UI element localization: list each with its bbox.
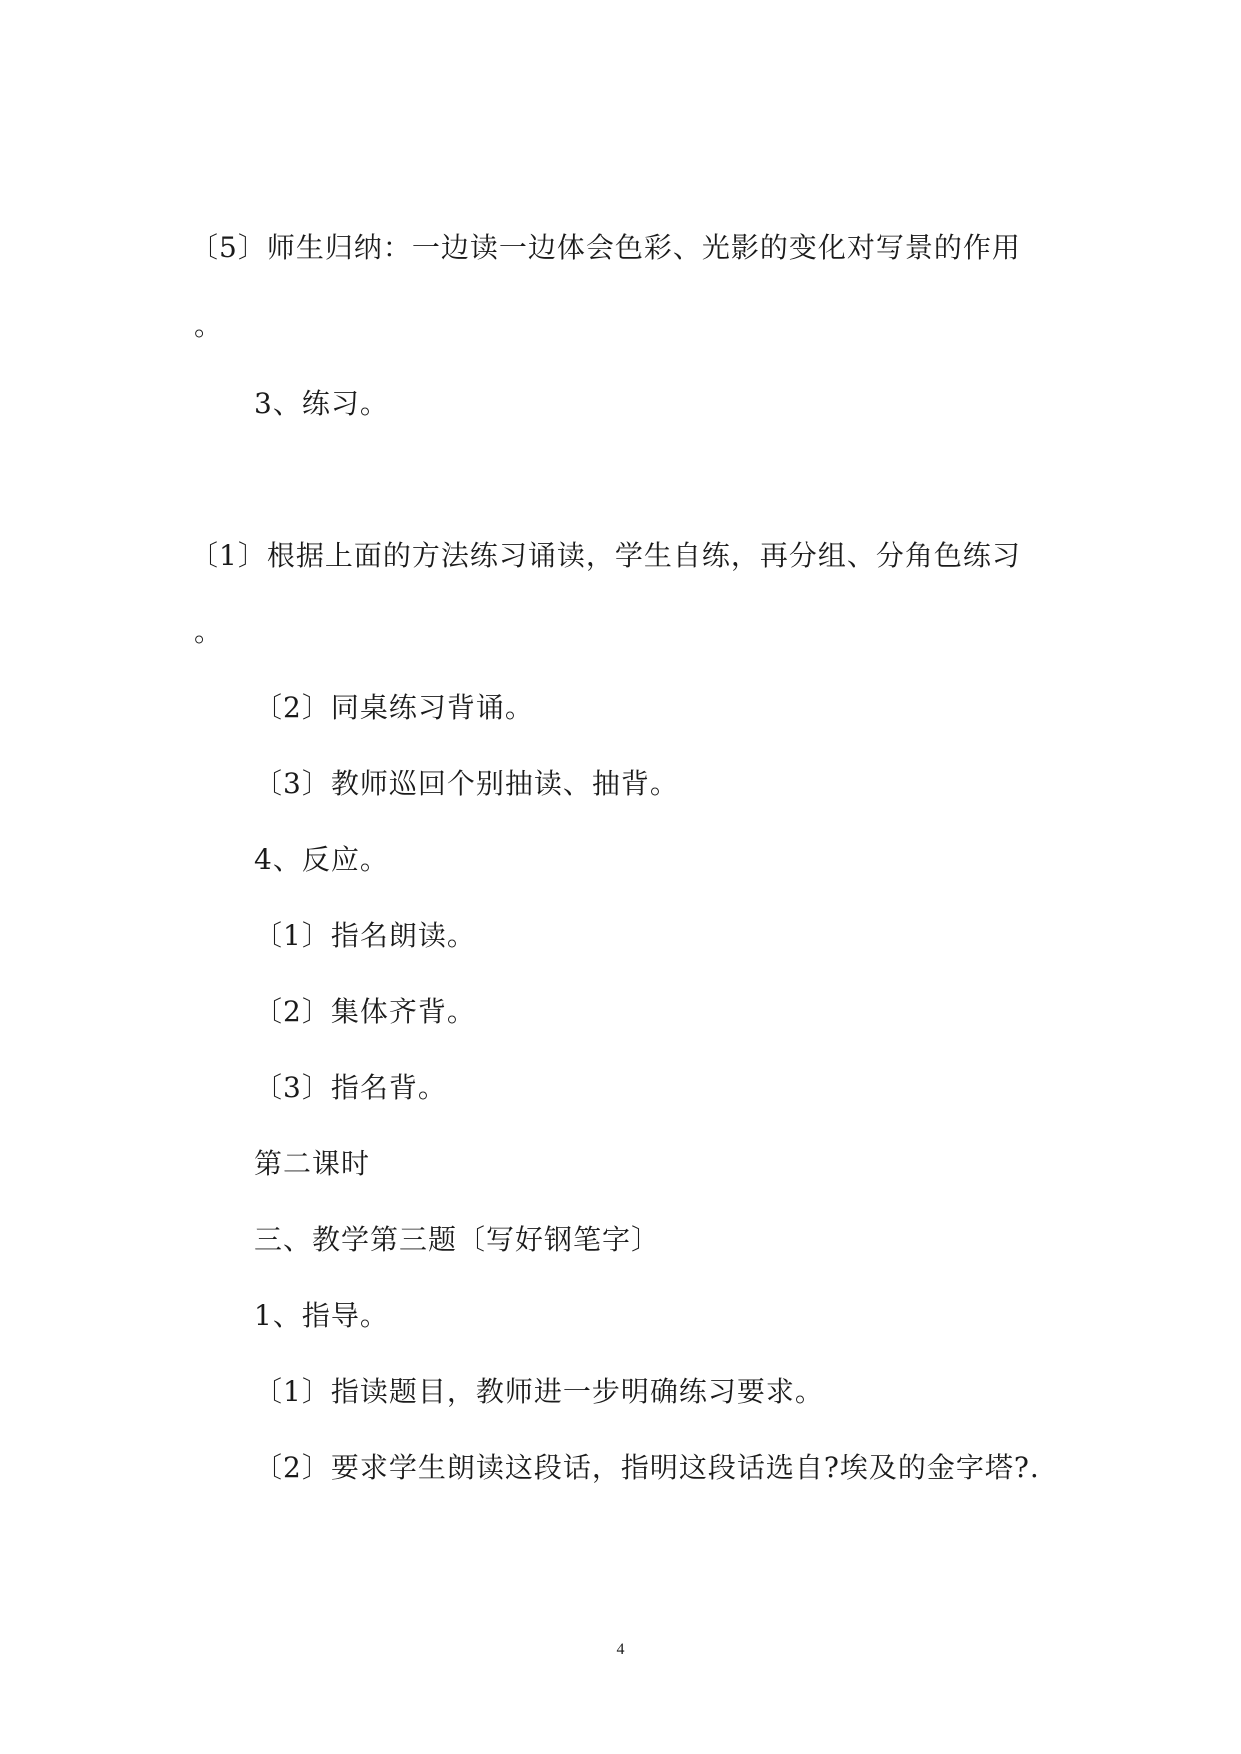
text-line: 〔1〕指读题目，教师进一步明确练习要求。 — [254, 1375, 824, 1408]
text-line: 3、练习。 — [254, 387, 389, 420]
text-line: 。 — [194, 309, 224, 342]
section-heading: 第二课时 — [254, 1147, 371, 1180]
text-line: 〔5〕师生归纳：一边读一边体会色彩、光影的变化对写景的作用 — [190, 231, 1021, 264]
text-line: 4、反应。 — [254, 843, 389, 876]
text-line: 。 — [194, 615, 224, 648]
text-line: 1、指导。 — [254, 1299, 389, 1332]
text-line: 〔3〕教师巡回个别抽读、抽背。 — [254, 767, 679, 800]
section-heading: 三、教学第三题〔写好钢笔字〕 — [254, 1223, 661, 1256]
text-line: 〔1〕指名朗读。 — [254, 919, 476, 952]
text-line: 〔3〕指名背。 — [254, 1071, 447, 1104]
text-line: 〔2〕要求学生朗读这段话，指明这段话选自?埃及的金字塔?. — [254, 1451, 1040, 1484]
text-line: 〔2〕集体齐背。 — [254, 995, 476, 1028]
text-line: 〔1〕根据上面的方法练习诵读，学生自练，再分组、分角色练习 — [190, 539, 1021, 572]
page-number: 4 — [616, 1641, 625, 1658]
text-line: 〔2〕同桌练习背诵。 — [254, 691, 534, 724]
